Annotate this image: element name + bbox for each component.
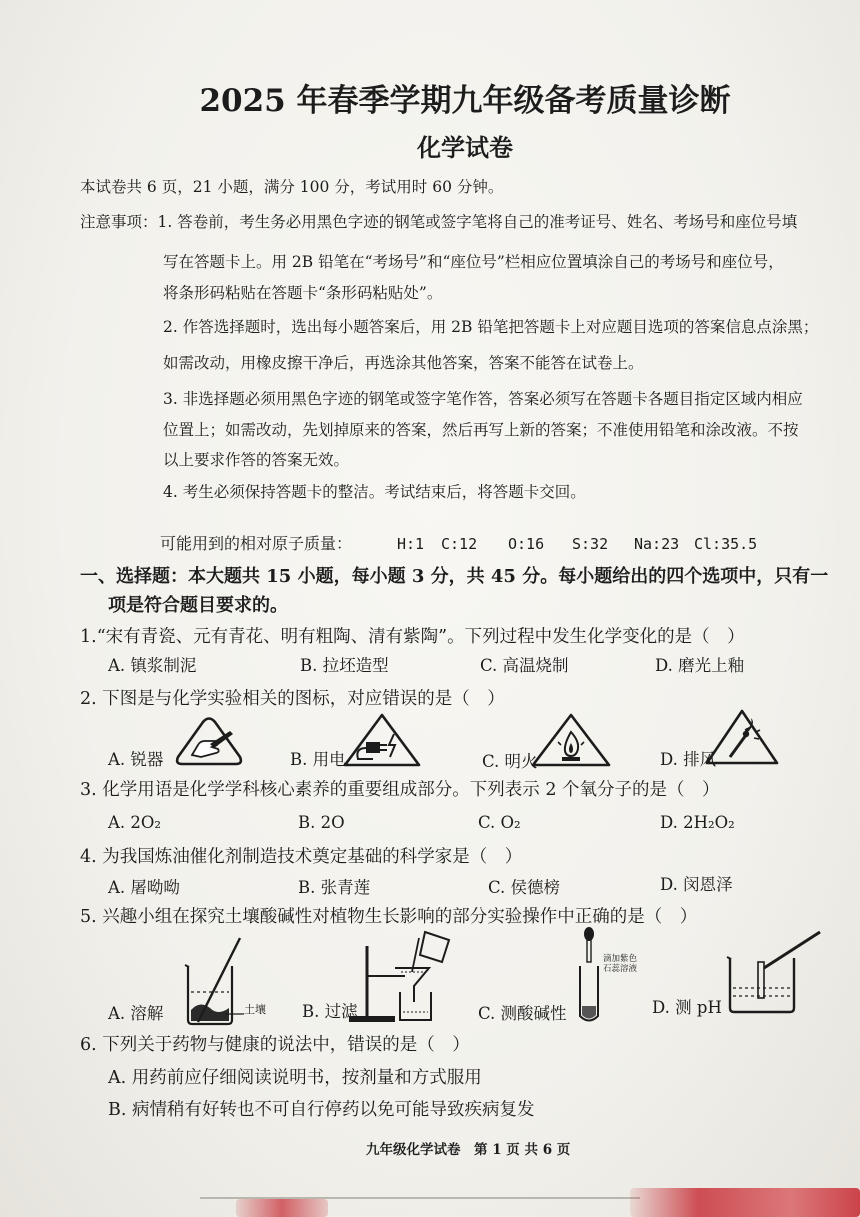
- test-tube-dropper-figure: [574, 926, 604, 1026]
- red-stamp-mark: [236, 1199, 328, 1217]
- electric-plug-icon: [342, 712, 422, 768]
- option-d: D. 测 pH: [652, 998, 722, 1017]
- note-line: 将条形码粘贴在答题卡“条形码粘贴处”。: [163, 284, 443, 302]
- atomic-mass-item: S:32: [572, 535, 609, 553]
- atomic-masses-label: 可能用到的相对原子质量：: [160, 534, 353, 553]
- exam-subtitle: 化学试卷: [417, 133, 513, 162]
- option-d: D. 闵恩泽: [660, 875, 733, 894]
- soil-annotation: 土壤: [244, 1003, 266, 1016]
- question-stem: 6. 下列关于药物与健康的说法中，错误的是（ ）: [80, 1035, 470, 1055]
- note-line: 1. 答卷前，考生务必用黑色字迹的钢笔或签字笔将自己的准考证号、姓名、考场号和座位号填: [157, 213, 798, 231]
- note-line: 位置上；如需改动，先划掉原来的答案，然后再写上新的答案；不准使用铅笔和涂改液。不按: [163, 421, 799, 439]
- note-line: 3. 非选择题必须用黑色字迹的钢笔或签字笔作答，答案必须写在答题卡各题目指定区域内相应: [163, 390, 803, 408]
- atomic-mass-item: O:16: [508, 535, 545, 553]
- filtration-setup-figure: [345, 928, 455, 1024]
- ph-test-beaker-figure: [720, 928, 830, 1014]
- option-b: B. 张青莲: [298, 878, 371, 897]
- dissolving-beaker-figure: [182, 934, 244, 1026]
- option-a: A. 屠呦呦: [108, 878, 180, 897]
- note-line: 2. 作答选择题时，选出每小题答案后，用 2B 铅笔把答题卡上对应题目选项的答案信息点涂黑；: [163, 318, 819, 336]
- option-b: B. 拉坯造型: [300, 656, 389, 675]
- question-stem: 3. 化学用语是化学学科核心素养的重要组成部分。下列表示 2 个氧分子的是（ ）: [80, 780, 720, 800]
- sharp-tool-icon: [172, 714, 246, 768]
- option-d: D. 磨光上釉: [655, 656, 745, 675]
- option-a: A. 镇浆制泥: [108, 656, 197, 675]
- option-b: B. 病情稍有好转也不可自行停药以免可能导致疾病复发: [108, 1100, 535, 1120]
- page-footer: 九年级化学试卷 第 1 页 共 6 页: [366, 1142, 571, 1158]
- option-a: A. 溶解: [108, 1004, 164, 1023]
- option-c: C. O₂: [478, 813, 521, 832]
- option-c: C. 侯德榜: [488, 878, 561, 897]
- section-heading-continued: 项是符合题目要求的。: [108, 595, 288, 616]
- atomic-mass-item: Cl:35.5: [694, 535, 758, 553]
- option-c: C. 测酸碱性: [478, 1004, 567, 1023]
- option-a: A. 用药前应仔细阅读说明书，按剂量和方式服用: [108, 1068, 482, 1088]
- question-stem: 2. 下图是与化学实验相关的图标，对应错误的是（ ）: [80, 689, 505, 709]
- option-d: D. 排风: [660, 750, 717, 769]
- option-b: B. 过滤: [302, 1002, 358, 1021]
- option-d: D. 2H₂O₂: [660, 813, 735, 832]
- note-line: 以上要求作答的答案无效。: [163, 451, 350, 469]
- option-b: B. 2O: [298, 813, 345, 832]
- note-line: 4. 考生必须保持答题卡的整洁。考试结束后，将答题卡交回。: [163, 483, 586, 501]
- red-stamp-mark: [630, 1188, 860, 1217]
- option-b: B. 用电: [290, 750, 346, 769]
- question-stem: 5. 兴趣小组在探究土壤酸碱性对植物生长影响的部分实验操作中正确的是（ ）: [80, 907, 698, 927]
- option-c: C. 高温烧制: [480, 656, 569, 675]
- litmus-annotation: 滴加紫色石蕊溶液: [603, 954, 638, 975]
- match-flame-icon: [704, 708, 780, 766]
- option-a: A. 锐器: [108, 750, 164, 769]
- question-stem: 1.“宋有青瓷、元有青花、明有粗陶、清有紫陶”。下列过程中发生化学变化的是（ ）: [80, 627, 745, 647]
- atomic-mass-item: C:12: [441, 535, 478, 553]
- atomic-mass-item: H:1: [397, 535, 425, 553]
- question-stem: 4. 为我国炼油催化剂制造技术奠定基础的科学家是（ ）: [80, 847, 523, 867]
- option-c: C. 明火: [482, 752, 538, 771]
- option-a: A. 2O₂: [108, 813, 162, 832]
- exam-title: 2025 年春季学期九年级备考质量诊断: [199, 83, 731, 119]
- note-line: 写在答题卡上。用 2B 铅笔在“考场号”和“座位号”栏相应位置填涂自己的考场号和座位号，: [163, 253, 784, 271]
- exam-intro: 本试卷共 6 页，21 小题，满分 100 分，考试用时 60 分钟。: [80, 178, 504, 196]
- notes-label: 注意事项：: [80, 213, 158, 231]
- atomic-mass-item: Na:23: [634, 535, 680, 553]
- note-line: 如需改动，用橡皮擦干净后，再选涂其他答案，答案不能答在试卷上。: [163, 354, 644, 372]
- burner-flame-icon: [530, 712, 612, 768]
- section-heading: 一、选择题：本大题共 15 小题，每小题 3 分，共 45 分。每小题给出的四个选项中，只有一: [80, 566, 829, 587]
- notes-first-line: [80, 214, 797, 232]
